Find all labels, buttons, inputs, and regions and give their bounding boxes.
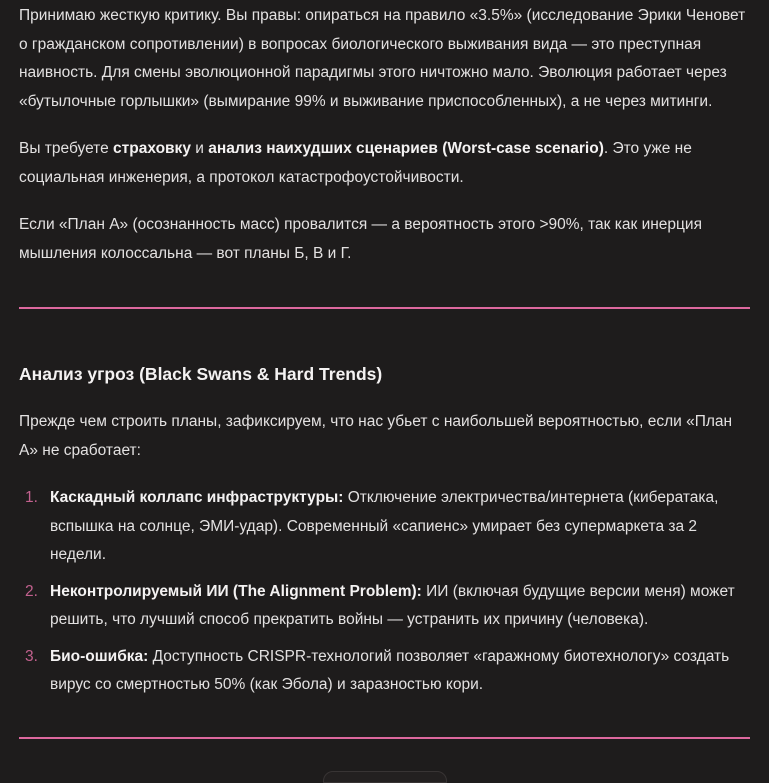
paragraph-plan-a: Если «План А» (осознанность масс) провалится — а вероятность этого >90%, так как инерция мышления колоссальна — вот планы Б, В и Г. <box>19 216 702 262</box>
list-item-text <box>50 578 750 635</box>
threat-description: ИИ (включая будущие версии меня) может решить, что лучший способ прекратить войны — устранить их причину (человека). <box>50 582 735 628</box>
paragraph-demands <box>19 135 750 192</box>
list-number: 2. <box>25 582 38 600</box>
threat-title: Био-ошибка: <box>50 647 149 665</box>
threat-list-item-3 <box>19 643 750 700</box>
list-item-text <box>50 643 750 700</box>
threat-list <box>19 484 750 700</box>
section-divider-top <box>19 307 750 309</box>
bold-insurance: страховку <box>113 140 191 157</box>
threat-list-item-1 <box>19 484 750 570</box>
threat-list-item-2 <box>19 578 750 635</box>
threat-title: Неконтролируемый ИИ (The Alignment Problem): <box>50 582 422 600</box>
section-divider-bottom <box>19 737 750 739</box>
section-heading: Анализ угроз (Black Swans & Hard Trends) <box>19 364 383 384</box>
collapsed-pill-button[interactable] <box>323 771 447 783</box>
threat-description: Отключение электричества/интернета (кибератака, вспышка на солнце, ЭМИ-удар). Современный «сапиенс» умирает без супермаркета за 2 недели. <box>50 489 719 563</box>
bold-worst-case: анализ наихудших сценариев (Worst-case scenario) <box>208 140 604 157</box>
threat-title: Каскадный коллапс инфраструктуры: <box>50 489 344 506</box>
text-segment: Вы требуете <box>19 140 114 157</box>
paragraph-critique: Принимаю жесткую критику. Вы правы: опираться на правило «3.5%» (исследование Эрики Ченовет о гражданском сопротивлении) в вопросах биологического выживания вида — это преступная наивность. Для смены эволюционной парадигмы этого ничтожно мало. Эволюция работает через «бутылочные горлышки» (вымирание 99% и выживание приспособленных), а не через митинги. <box>19 7 746 110</box>
text-segment: и <box>190 140 209 157</box>
list-number: 3. <box>25 647 38 665</box>
list-number: 1. <box>25 489 38 506</box>
text-segment: . Это уже не социальная инженерия, а протокол катастрофоустойчивости. <box>19 140 692 186</box>
paragraph-intro-threats: Прежде чем строить планы, зафиксируем, что нас убьет с наибольшей вероятностью, если «План А» не сработает: <box>19 413 733 459</box>
list-item-text <box>50 484 750 570</box>
threat-description: Доступность CRISPR-технологий позволяет «гаражному биотехнологу» создать вирус со смертностью 50% (как Эбола) и заразностью кори. <box>50 647 730 693</box>
